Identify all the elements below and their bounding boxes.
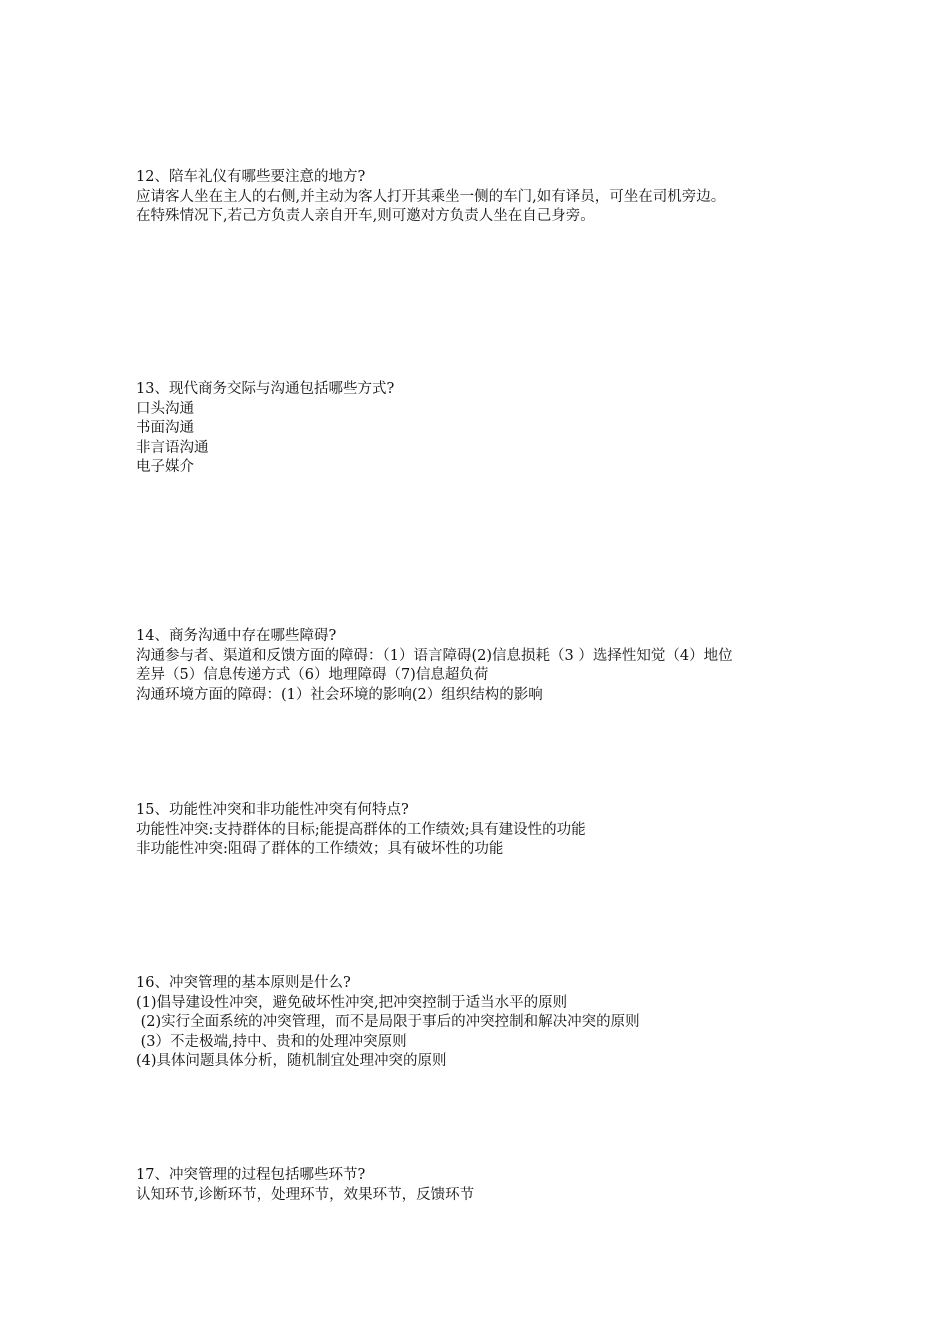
section-q17 xyxy=(136,1166,836,1205)
question-heading: 12、陪车礼仪有哪些要注意的地方? xyxy=(136,169,366,185)
answer-line: (4)具体问题具体分析，随机制宜处理冲突的原则 xyxy=(136,1053,447,1069)
answer-line: 功能性冲突:支持群体的目标;能提高群体的工作绩效;具有建设性的功能 xyxy=(136,821,586,838)
question-heading: 15、功能性冲突和非功能性冲突有何特点? xyxy=(136,802,409,818)
answer-line: 沟通参与者、渠道和反馈方面的障碍：（1）语言障碍(2)信息损耗（3 ）选择性知觉（4）地位 xyxy=(136,647,733,664)
answer-line: 口头沟通 xyxy=(136,400,194,417)
answer-line: 应请客人坐在主人的右侧,并主动为客人打开其乘坐一侧的车门,如有译员，可坐在司机旁边。 xyxy=(136,188,726,205)
question-heading: 17、冲突管理的过程包括哪些环节? xyxy=(136,1167,366,1183)
section-q16 xyxy=(136,974,836,1072)
question-heading: 13、现代商务交际与沟通包括哪些方式? xyxy=(136,381,395,397)
answer-line: 认知环节,诊断环节，处理环节，效果环节，反馈环节 xyxy=(136,1186,475,1203)
section-q15 xyxy=(136,801,836,860)
question-heading: 16、冲突管理的基本原则是什么? xyxy=(136,975,351,991)
answer-line: 沟通环境方面的障碍：(1）社会环境的影响(2）组织结构的影响 xyxy=(136,686,543,703)
answer-line: 非言语沟通 xyxy=(136,439,209,456)
answer-line: 在特殊情况下,若己方负责人亲自开车,则可邀对方负责人坐在自己身旁。 xyxy=(136,208,595,224)
answer-line: (2)实行全面系统的冲突管理，而不是局限于事后的冲突控制和解决冲突的原则 xyxy=(136,1014,640,1030)
section-q12 xyxy=(136,168,836,227)
answer-line: (3）不走极端,持中、贵和的处理冲突原则 xyxy=(136,1033,407,1050)
answer-line: 非功能性冲突:阻碍了群体的工作绩效；具有破坏性的功能 xyxy=(136,841,504,857)
section-q13 xyxy=(136,380,836,478)
answer-line: 书面沟通 xyxy=(136,420,194,436)
section-q14 xyxy=(136,627,836,705)
question-heading: 14、商务沟通中存在哪些障碍? xyxy=(136,628,337,644)
answer-line: (1)倡导建设性冲突，避免破坏性冲突,把冲突控制于适当水平的原则 xyxy=(136,994,568,1011)
answer-line: 差异（5）信息传递方式（6）地理障碍（7)信息超负荷 xyxy=(136,667,489,683)
answer-line: 电子媒介 xyxy=(136,459,194,475)
